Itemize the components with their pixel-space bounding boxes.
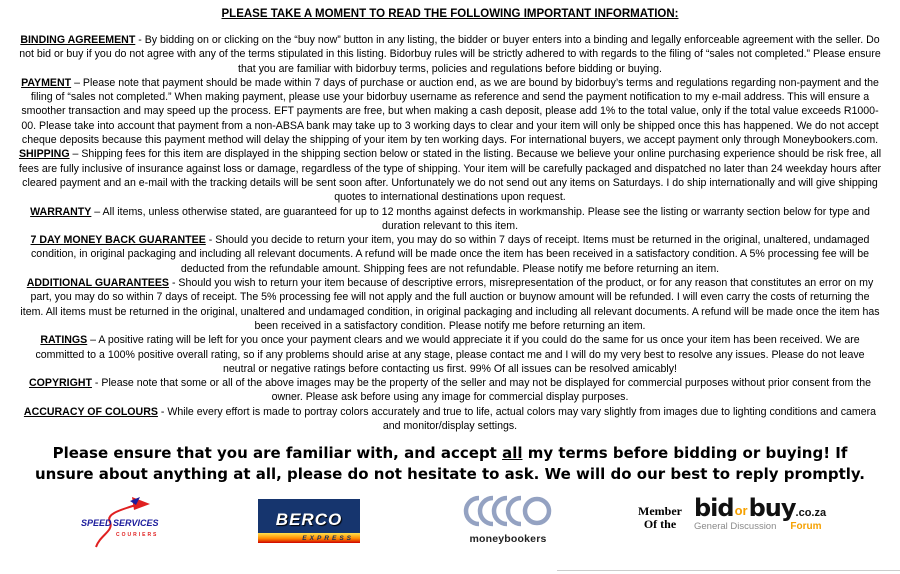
section-body: – A positive rating will be left for you once your payment clears and we would appreciate it if you could do the same for us once your item has been received. We are committed to a 100% positive overall rating, so if any problems should arise at any stage, please contact me and I will do my very best to resolve any issues. Please do not leave neutral or negative ratings before contacting us first. 99% Of all issues can be resolved amicably! — [35, 334, 865, 375]
section-warranty — [18, 205, 882, 234]
section-heading: RATINGS — [40, 334, 88, 347]
closing-text-pre: Please ensure that you are familiar with, and accept — [52, 444, 503, 463]
section-heading: BINDING AGREEMENT — [20, 34, 136, 46]
member-line1: Member — [638, 504, 682, 519]
section-additional-guarantees — [18, 276, 882, 333]
member-line2: Of the — [643, 517, 677, 532]
bid-word: bid — [694, 494, 734, 523]
section-accuracy-of-colours — [18, 405, 882, 434]
forum-label: Forum — [790, 521, 822, 533]
bidorbuy-subline — [694, 521, 844, 532]
berco-express-word: EXPRESS — [302, 534, 354, 542]
moneybookers-logo — [462, 495, 554, 545]
page-title: PLEASE TAKE A MOMENT TO READ THE FOLLOWING IMPORTANT INFORMATION: — [221, 8, 679, 20]
berco-name: BERCO — [275, 510, 343, 530]
section-ratings — [18, 333, 882, 376]
section-heading: PAYMENT — [21, 76, 72, 89]
section-payment — [18, 76, 882, 147]
coza-suffix: .co.za — [795, 507, 827, 520]
speed-word: SPEED — [81, 518, 112, 529]
section-body: - Should you decide to return your item, you may do so within 7 days of receipt. Items must be returned in the original, unaltered, undamaged condition, in original packaging and including all relevant documents. A refund will be made once the item has been received in a satisfactory condition. A 5% processing fee will be deducted from the refundable amount. Shipping fees are not refundable. Please notify me before returning an item. — [31, 234, 870, 275]
services-word: SERVICES — [113, 518, 159, 529]
section-body: - Please note that some or all of the above images may be the property of the seller and may not be displayed for commercial purposes without prior consent from the owner. Please ask before using any image for commercial display purposes. — [91, 377, 872, 404]
section-heading: SHIPPING — [18, 148, 70, 161]
general-discussion-label: General Discussion — [694, 521, 777, 533]
section-body: – All items, unless otherwise stated, are guaranteed for up to 12 months against defects in workmanship. Please see the listing or warranty section below for type and duration relevant to this item. — [91, 205, 870, 232]
bidorbuy-forum-logo — [694, 495, 844, 532]
couriers-word: COURIERS — [116, 532, 159, 539]
berco-express-logo — [258, 499, 360, 543]
section-shipping — [18, 147, 882, 204]
closing-text-post: my terms before bidding or buying! If unsure about anything at all, please do not hesitate to ask. We will do our best to reply promptly. — [35, 444, 865, 484]
section-body: - Should you wish to return your item because of descriptive errors, misrepresentation of the product, or for any reason that constitutes an error on my part, you may do so within 7 days of receipt. The 5% processing fee will not apply and the full auction or buynow amount will be refunded. I will even carry the costs of returning the item. All items must be returned in the original, unaltered and undamaged condition, in original packaging and including all relevant documents. A refund will be made once the item has been received in a satisfactory condition. Please notify me before returning an item. — [20, 277, 880, 332]
terms-document — [0, 8, 900, 557]
partner-logos-row — [18, 487, 882, 557]
section-heading: WARRANTY — [30, 205, 92, 218]
member-of-the-text — [632, 505, 688, 531]
buy-word: buy — [748, 494, 796, 523]
speed-services-couriers-logo — [80, 495, 162, 549]
section-heading: ADDITIONAL GUARANTEES — [26, 277, 169, 290]
or-word: or — [734, 503, 748, 519]
closing-message — [18, 443, 882, 485]
moneybookers-label: moneybookers — [469, 533, 547, 546]
section-body: - By bidding on or clicking on the “buy now” button in any listing, the bidder or buyer enters into a binding and legally enforceable agreement with the seller. Do not bid or buy if you do not agree with any of the terms stipulated in this listing. Bidorbuy rules will be strictly adhered to with regards to the filing of “sales not completed.” Please ensure that you are familiar with bidorbuy terms, policies and regulations before bidding or buying. — [19, 34, 881, 75]
section-heading: COPYRIGHT — [28, 377, 92, 390]
section-money-back-guarantee — [18, 233, 882, 276]
speed-services-swoosh-icon — [80, 495, 162, 549]
section-binding-agreement — [18, 33, 882, 76]
bidorbuy-wordmark — [694, 495, 844, 521]
section-heading: ACCURACY OF COLOURS — [23, 405, 158, 418]
section-body: – Shipping fees for this item are displayed in the shipping section below or stated in the listing. Because we believe your online purchasing experience should be risk free, all fees are fully inclusive of insurance against loss or damage, regardless of the type of shipping. Your item will be carefully packaged and dispatched no later than 24 weekday hours after cleared payment and an e-mail with the tracking details will be sent soon after. Unfortunately we do not send out any items on Saturdays. I do ship internationally and will give shipping quotes to international destinations upon request. — [18, 148, 882, 204]
closing-text-emphasis: all — [502, 444, 523, 463]
section-copyright — [18, 376, 882, 405]
page-edge-line — [557, 570, 900, 571]
berco-gradient-band — [258, 533, 360, 543]
section-body: - While every effort is made to portray colors accurately and true to life, actual colors may vary slightly from images due to lighting conditions and camera and monitor/display settings. — [157, 405, 877, 433]
section-body: – Please note that payment should be made within 7 days of purchase or auction end, as we are bound by bidorbuy’s terms and regulations regarding non-payment and the filing of “sales not completed.” When making payment, please use your bidorbuy username as reference and send the payment notification to my e-mail address. This will ensure a smoother transaction and may speed up the process. EFT payments are free, but when making a cash deposit, please add 1% to the total value, only if the total value exceeds R1000-00. Please take into account that payment from a non-ABSA bank may take up to 3 working days to clear and your item will only be shipped once this has happened. We do not accept cheque deposits because this payment method will delay the shipping of your item by ten working days. For international buyers, we accept payment only through Moneybookers.com. — [21, 76, 879, 147]
section-heading: 7 DAY MONEY BACK GUARANTEE — [30, 234, 206, 247]
moneybookers-arcs-icon — [463, 495, 553, 527]
